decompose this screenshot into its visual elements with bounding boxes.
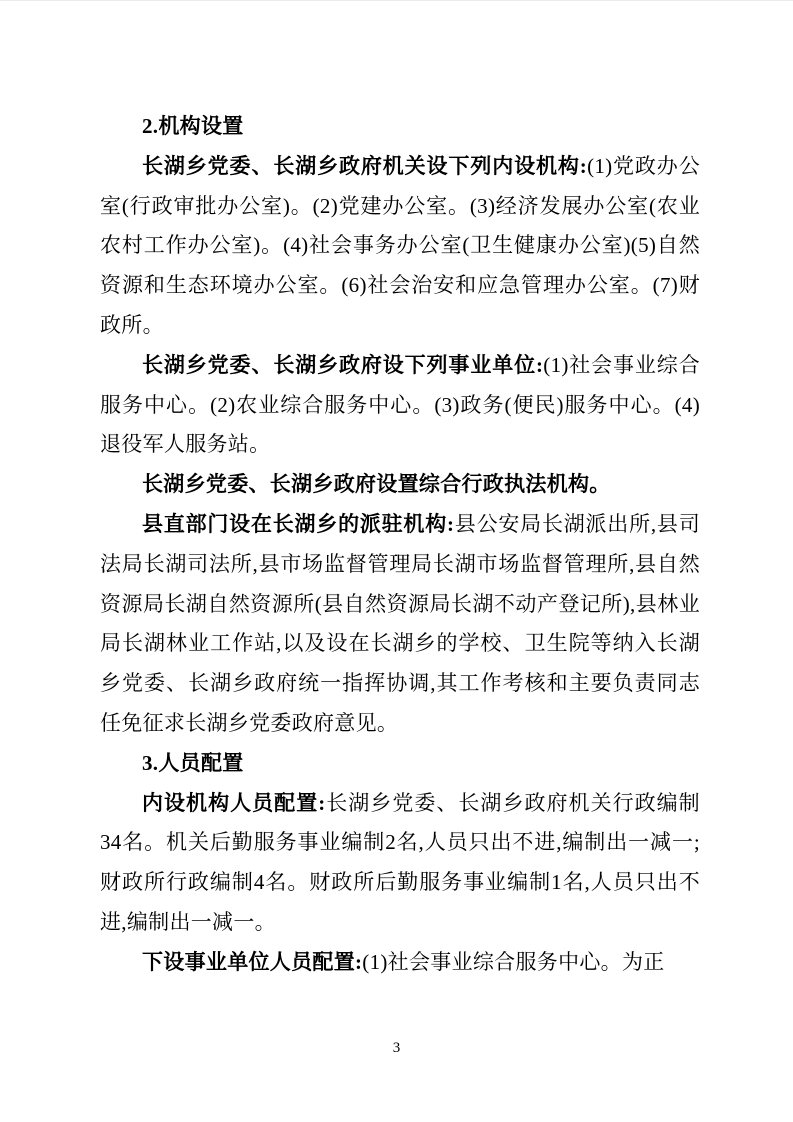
- paragraph-public-institutions-text: (1)社会事业综合服务中心。(2)农业综合服务中心。(3)政务(便民)服务中心。(4)退役军人服务站。: [100, 352, 700, 457]
- paragraph-internal-staffing-lead: 内设机构人员配置:: [142, 790, 326, 815]
- page-number: 3: [392, 1040, 401, 1056]
- paragraph-public-institutions-lead: 长湖乡党委、长湖乡政府设下列事业单位:: [142, 352, 544, 377]
- paragraph-law-enforcement: [100, 465, 700, 505]
- document-body: [100, 107, 700, 983]
- section-heading-staffing: 3.人员配置: [142, 750, 244, 775]
- paragraph-internal-staffing-text: 长湖乡党委、长湖乡政府机关行政编制34名。机关后勤服务事业编制2名,人员只出不进,编制出一减一;财政所行政编制4名。财政所后勤服务事业编制1名,人员只出不进,编制出一减一。: [100, 790, 700, 934]
- paragraph-law-enforcement-lead: 长湖乡党委、长湖乡政府设置综合行政执法机构。: [142, 472, 611, 497]
- paragraph-county-agencies-lead: 县直部门设在长湖乡的派驻机构:: [142, 511, 455, 536]
- paragraph-internal-bodies: [100, 147, 700, 346]
- paragraph-public-institutions: [100, 346, 700, 465]
- paragraph-institution-staffing-text: (1)社会事业综合服务中心。为正: [362, 949, 665, 974]
- paragraph-institution-staffing: [100, 943, 700, 983]
- paragraph-internal-bodies-text: (1)党政办公室(行政审批办公室)。(2)党建办公室。(3)经济发展办公室(农业农村工作办公室)。(4)社会事务办公室(卫生健康办公室)(5)自然资源和生态环境办公室。(6)社会治安和应急管理办公室。(7)财政所。: [100, 153, 700, 337]
- paragraph-county-agencies-text: 县公安局长湖派出所,县司法局长湖司法所,县市场监督管理局长湖市场监督管理所,县自然资源局长湖自然资源所(县自然资源局长湖不动产登记所),县林业局长湖林业工作站,以及设在长湖乡的学校、卫生院等纳入长湖乡党委、长湖乡政府统一指挥协调,其工作考核和主要负责同志任免征求长湖乡党委政府意见。: [100, 511, 700, 735]
- paragraph-county-agencies: [100, 505, 700, 744]
- paragraph-internal-bodies-lead: 长湖乡党委、长湖乡政府机关设下列内设机构:: [142, 153, 588, 178]
- section-heading-organization: 2.机构设置: [142, 114, 244, 138]
- paragraph-institution-staffing-lead: 下设事业单位人员配置:: [142, 949, 363, 974]
- paragraph-internal-staffing: [100, 784, 700, 943]
